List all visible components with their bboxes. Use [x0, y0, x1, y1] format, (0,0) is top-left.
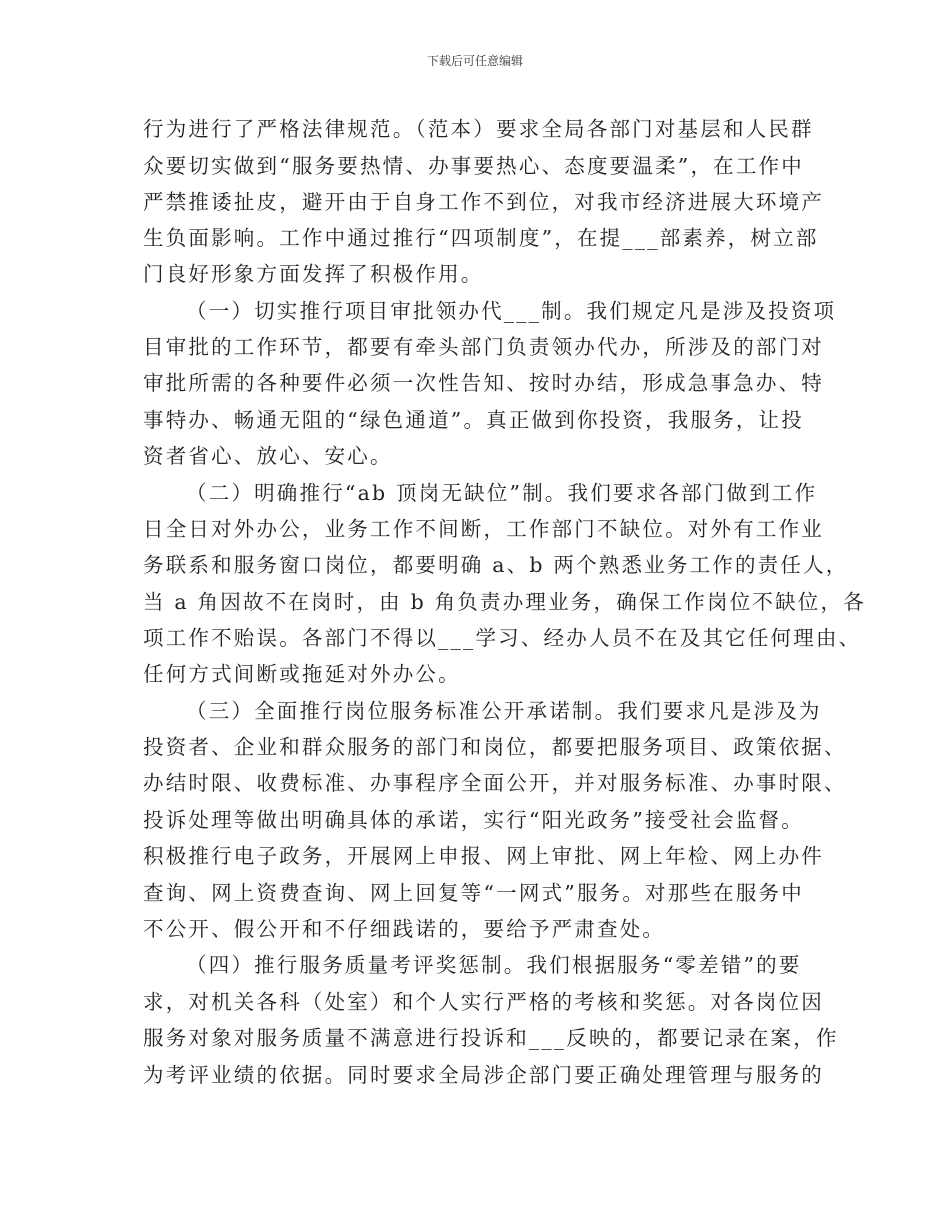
- body-text-line: 门良好形象方面发挥了积极作用。: [143, 262, 484, 286]
- body-text-line: 项工作不贻误。各部门不得以___学习、经办人员不在及其它任何理由、: [143, 626, 862, 650]
- body-text-line: 投资者、企业和群众服务的部门和岗位，都要把服务项目、政策依据、: [143, 735, 847, 759]
- paragraph-first-line: （三）全面推行岗位服务标准公开承诺制。我们要求凡是涉及为: [186, 699, 822, 723]
- body-text-line: 为考评业绩的依据。同时要求全局涉企部门要正确处理管理与服务的: [143, 1063, 824, 1087]
- body-text-line: 生负面影响。工作中通过推行“四项制度”，在提___部素养，树立部: [143, 226, 819, 250]
- paragraph-first-line: （四）推行服务质量考评奖惩制。我们根据服务“零差错”的要: [186, 953, 802, 977]
- body-text-line: 务联系和服务窗口岗位，都要明确 a、b 两个熟悉业务工作的责任人，: [143, 553, 849, 577]
- body-text-line: 行为进行了严格法律规范。（范本）要求全局各部门对基层和人民群: [143, 117, 814, 141]
- body-text-line: 办结时限、收费标准、办事程序全面公开，并对服务标准、办事时限、: [143, 771, 847, 795]
- paragraph-first-line: （一）切实推行项目审批领办代___制。我们规定凡是涉及投资项: [186, 299, 837, 323]
- body-text-line: 众要切实做到“服务要热情、办事要热心、态度要温柔”，在工作中: [143, 154, 804, 178]
- body-text-line: 事特办、畅通无阻的“绿色通道”。真正做到你投资，我服务，让投: [143, 408, 804, 432]
- body-text-line: 积极推行电子政务，开展网上申报、网上审批、网上年检、网上办件: [143, 844, 824, 868]
- body-text-line: 求，对机关各科（处室）和个人实行严格的考核和奖惩。对各岗位因: [143, 990, 824, 1014]
- page-header: 下载后可任意编辑: [426, 54, 523, 68]
- body-text-line: 查询、网上资费查询、网上回复等“一网式”服务。对那些在服务中: [143, 881, 804, 905]
- body-text-line: 严禁推诿扯皮，避开由于自身工作不到位，对我市经济进展大环境产: [143, 190, 824, 214]
- body-text-line: 日全日对外办公，业务工作不间断，工作部门不缺位。对外有工作业: [143, 517, 824, 541]
- body-text-line: 审批所需的各种要件必须一次性告知、按时办结，形成急事急办、特: [143, 371, 824, 395]
- body-text-line: 目审批的工作环节，都要有牵头部门负责领办代办，所涉及的部门对: [143, 335, 824, 359]
- body-text-line: 不公开、假公开和不仔细践诺的，要给予严肃查处。: [143, 917, 666, 941]
- body-text-line: 当 a 角因故不在岗时，由 b 角负责办理业务，确保工作岗位不缺位，各: [143, 590, 866, 614]
- body-text-line: 任何方式间断或拖延对外办公。: [143, 662, 461, 686]
- body-text-line: 资者省心、放心、安心。: [143, 444, 393, 468]
- body-text-line: 服务对象对服务质量不满意进行投诉和___反映的，都要记录在案，作: [143, 1026, 839, 1050]
- paragraph-first-line: （二）明确推行“ab 顶岗无缺位”制。我们要求各部门做到工作: [186, 481, 818, 505]
- body-text-line: 投诉处理等做出明确具体的承诺，实行“阳光政务”接受社会监督。: [143, 808, 804, 832]
